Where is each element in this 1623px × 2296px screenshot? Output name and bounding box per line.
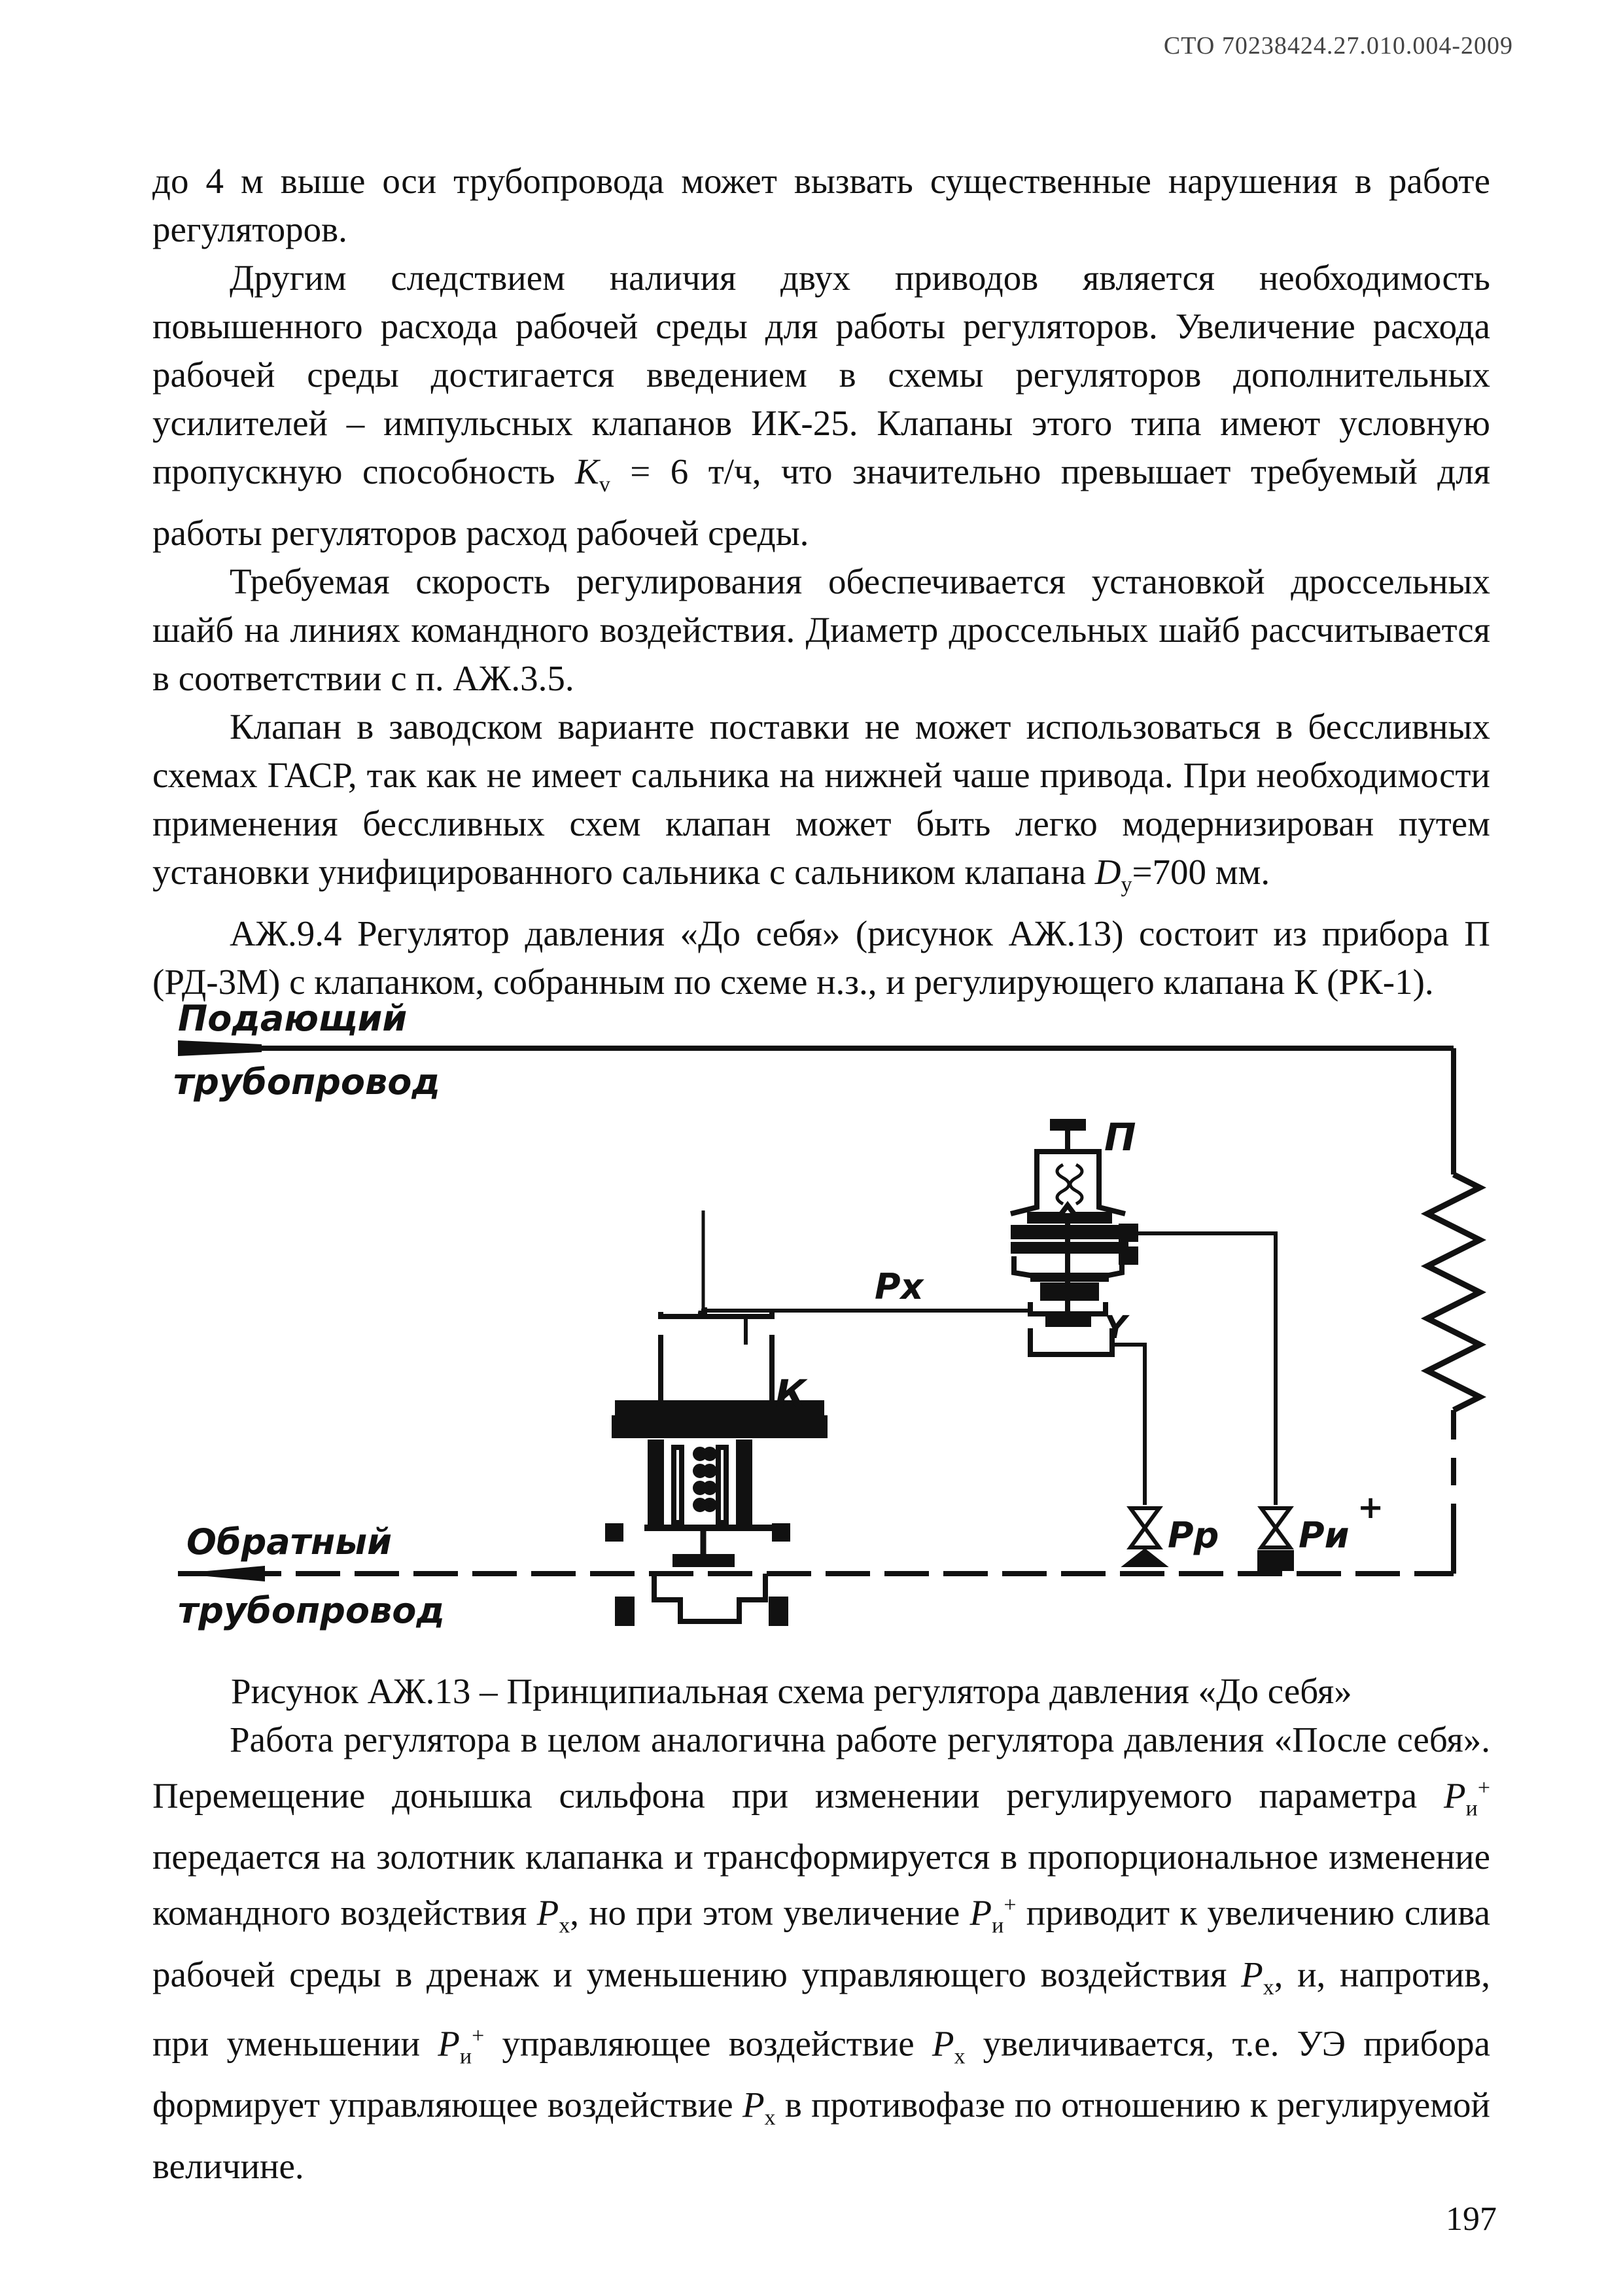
valve-k-label: К xyxy=(775,1371,807,1416)
return-pipe-label-1: Обратный xyxy=(186,1521,392,1563)
px-label: Px xyxy=(875,1266,924,1307)
pi-plus-label: + xyxy=(1357,1489,1384,1526)
paragraph-operation: Работа регулятора в целом аналогична работе регулятора давления «После себя». Перемещение донышка сильфона при изменении регулируемого параметра $P_и^+$ передается на золотник клапанка и трансформируется в пропорциональное изменение командного воздействия $P_x$, но при этом увеличение $P_и^+$ приводит к увеличению слива рабочей среды в дренаж и уменьшению управляющего воздействия $P_x$, и, напротив, при уменьшении $P_и^+$ управляющее воздействие $P_x$ увеличивается, т.е. УЭ прибора формирует управляющее воздействие $P_x$ в противофазе по отношению к регулируемой величине. xyxy=(152,1720,1490,2186)
paragraph-valve-factory: Клапан в заводском варианте поставки не может использоваться в бессливных схемах ГАСР, так как не имеет сальника на нижней чаше привода. При необходимости применения бессливных схем клапан может быть легко модернизирован путем установки унифицированного сальника с сальником клапана $D_y=700$ мм. xyxy=(152,707,1490,897)
pp-line xyxy=(1112,1345,1145,1505)
supply-pipe-label-2: трубопровод xyxy=(173,1061,440,1103)
schematic-visible-lines xyxy=(703,1233,1276,1505)
paragraph-section-9-4: АЖ.9.4 Регулятор давления «До себя» (рисунок АЖ.13) состоит из прибора П (РД-3М) с клапанком, собранным по схеме н.з., и регулирующего клапана К (РК-1). xyxy=(152,913,1490,1002)
page-number: 197 xyxy=(1446,2200,1497,2238)
pp-valve xyxy=(1126,1508,1163,1565)
pi-label: Pи xyxy=(1299,1515,1350,1556)
device-p-label: П xyxy=(1104,1115,1136,1159)
paragraph-two-drives: Другим следствием наличия двух приводов является необходимость повышенного расхода рабочей среды для работы регуляторов. Увеличение расхода рабочей среды достигается введением в схемы регуляторов дополнительных усилителей – импульсных клапанов ИК-25. Клапаны этого типа имеют условную пропускную способность $K_v = 6$ т/ч, что значительно превышает требуемый для работы регуляторов расход рабочей среды. xyxy=(152,258,1490,553)
pi-valve xyxy=(1259,1508,1292,1569)
document-code: СТО 70238424.27.010.004-2009 xyxy=(1163,32,1513,60)
paragraph-continuation: до 4 м выше оси трубопровода может вызвать существенные нарушения в работе регуляторов. xyxy=(152,161,1490,249)
device-y-label: Y xyxy=(1104,1309,1127,1346)
paragraph-regulation-speed: Требуемая скорость регулирования обеспечивается установкой дроссельных шайб на линиях командного воздействия. Диаметр дроссельных шайб рассчитывается в соответствии с п. АЖ.3.5. xyxy=(152,561,1490,698)
figure-caption: Рисунок АЖ.13 – Принципиальная схема регулятора давления «До себя» xyxy=(231,1671,1352,1711)
return-pipe-label-2: трубопровод xyxy=(178,1590,445,1631)
supply-pipe-label-1: Подающий xyxy=(178,998,408,1039)
pi-line xyxy=(1128,1233,1276,1505)
px-command-line-visible xyxy=(703,1311,1030,1316)
pp-label: Pp xyxy=(1168,1515,1219,1556)
body-text-lower xyxy=(152,1716,1490,2191)
